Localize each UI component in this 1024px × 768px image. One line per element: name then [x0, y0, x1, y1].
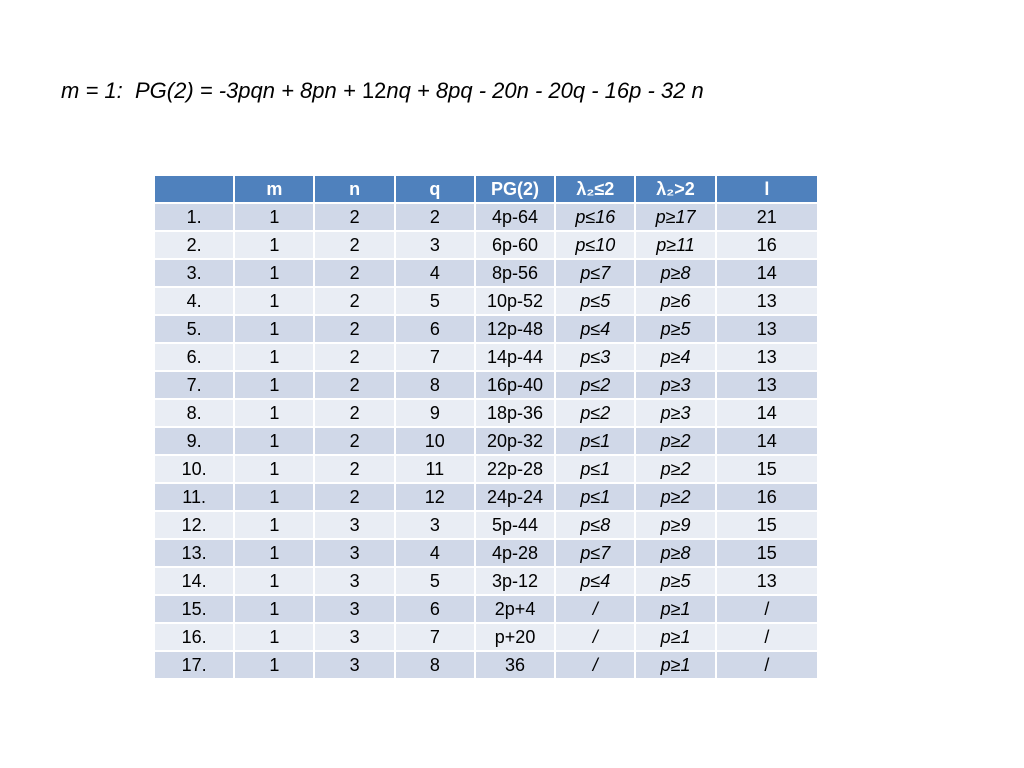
lambda-gt2-cell: p≥6 [635, 287, 715, 315]
pg2-cell: 6p-60 [475, 231, 555, 259]
m-cell: 1 [234, 343, 314, 371]
lambda-gt2-cell: p≥5 [635, 567, 715, 595]
m-cell: 1 [234, 567, 314, 595]
row-index: 15. [154, 595, 234, 623]
pg2-cell: 4p-64 [475, 203, 555, 231]
header-cell-n: n [314, 175, 394, 203]
q-cell: 6 [395, 595, 475, 623]
l-cell: 13 [716, 315, 818, 343]
m-cell: 1 [234, 455, 314, 483]
m-cell: 1 [234, 483, 314, 511]
lambda-gt2-cell: p≥8 [635, 539, 715, 567]
table-row [154, 623, 818, 651]
table-row [154, 455, 818, 483]
pg2-cell: 36 [475, 651, 555, 679]
l-cell: 15 [716, 539, 818, 567]
l-cell: 14 [716, 427, 818, 455]
header-cell-lambda-le2: λ₂≤2 [555, 175, 635, 203]
q-cell: 7 [395, 623, 475, 651]
n-cell: 3 [314, 595, 394, 623]
m-cell: 1 [234, 427, 314, 455]
row-index: 11. [154, 483, 234, 511]
lambda-gt2-cell: p≥1 [635, 623, 715, 651]
lambda-le2-cell: p≤7 [555, 259, 635, 287]
row-index: 9. [154, 427, 234, 455]
row-index: 7. [154, 371, 234, 399]
pg2-cell: 10p-52 [475, 287, 555, 315]
l-cell: 13 [716, 287, 818, 315]
lambda-le2-cell: p≤7 [555, 539, 635, 567]
table-row [154, 343, 818, 371]
table-row [154, 567, 818, 595]
lambda-le2-cell: p≤16 [555, 203, 635, 231]
n-cell: 2 [314, 371, 394, 399]
row-index: 14. [154, 567, 234, 595]
row-index: 10. [154, 455, 234, 483]
lambda-gt2-cell: p≥1 [635, 595, 715, 623]
lambda-gt2-cell: p≥3 [635, 399, 715, 427]
pg2-cell: 2p+4 [475, 595, 555, 623]
l-cell: 21 [716, 203, 818, 231]
l-cell: 16 [716, 483, 818, 511]
l-cell: 14 [716, 259, 818, 287]
lambda-le2-cell: / [555, 595, 635, 623]
q-cell: 10 [395, 427, 475, 455]
table-row [154, 371, 818, 399]
row-index: 17. [154, 651, 234, 679]
header-row [154, 175, 818, 203]
n-cell: 3 [314, 539, 394, 567]
n-cell: 2 [314, 315, 394, 343]
m-cell: 1 [234, 203, 314, 231]
n-cell: 3 [314, 567, 394, 595]
lambda-gt2-cell: p≥3 [635, 371, 715, 399]
pg2-cell: 14p-44 [475, 343, 555, 371]
q-cell: 8 [395, 651, 475, 679]
l-cell: / [716, 595, 818, 623]
lambda-le2-cell: p≤2 [555, 371, 635, 399]
q-cell: 2 [395, 203, 475, 231]
n-cell: 2 [314, 427, 394, 455]
lambda-le2-cell: p≤1 [555, 427, 635, 455]
table-row [154, 651, 818, 679]
table-row [154, 595, 818, 623]
n-cell: 2 [314, 259, 394, 287]
n-cell: 2 [314, 203, 394, 231]
n-cell: 2 [314, 231, 394, 259]
n-cell: 2 [314, 455, 394, 483]
lambda-le2-cell: p≤1 [555, 455, 635, 483]
lambda-gt2-cell: p≥5 [635, 315, 715, 343]
lambda-le2-cell: p≤10 [555, 231, 635, 259]
row-index: 3. [154, 259, 234, 287]
lambda-le2-cell: p≤1 [555, 483, 635, 511]
lambda-gt2-cell: p≥2 [635, 455, 715, 483]
pg2-cell: p+20 [475, 623, 555, 651]
lambda-le2-cell: p≤4 [555, 567, 635, 595]
row-index: 2. [154, 231, 234, 259]
lambda-gt2-cell: p≥9 [635, 511, 715, 539]
row-index: 4. [154, 287, 234, 315]
title-suffix: nq + 8pq - 20n - 20q - 16p - 32 n [386, 78, 704, 103]
slide-title [61, 74, 704, 108]
pg2-cell: 24p-24 [475, 483, 555, 511]
l-cell: 13 [716, 567, 818, 595]
table-row [154, 315, 818, 343]
l-cell: 13 [716, 343, 818, 371]
lambda-le2-cell: p≤4 [555, 315, 635, 343]
q-cell: 3 [395, 511, 475, 539]
pg2-cell: 22p-28 [475, 455, 555, 483]
m-cell: 1 [234, 371, 314, 399]
lambda-gt2-cell: p≥1 [635, 651, 715, 679]
q-cell: 9 [395, 399, 475, 427]
m-cell: 1 [234, 259, 314, 287]
table-row [154, 427, 818, 455]
table-row [154, 511, 818, 539]
q-cell: 5 [395, 287, 475, 315]
n-cell: 2 [314, 343, 394, 371]
l-cell: 15 [716, 455, 818, 483]
q-cell: 4 [395, 539, 475, 567]
l-cell: 16 [716, 231, 818, 259]
n-cell: 2 [314, 483, 394, 511]
title-prefix: m = 1: PG(2) = -3pqn + 8pn + [61, 78, 362, 103]
n-cell: 3 [314, 651, 394, 679]
pg2-cell: 16p-40 [475, 371, 555, 399]
n-cell: 2 [314, 287, 394, 315]
lambda-gt2-cell: p≥8 [635, 259, 715, 287]
header-cell-lambda-gt2: λ₂>2 [635, 175, 715, 203]
header-cell-l: l [716, 175, 818, 203]
m-cell: 1 [234, 399, 314, 427]
header-cell-index [154, 175, 234, 203]
m-cell: 1 [234, 287, 314, 315]
pg2-cell: 12p-48 [475, 315, 555, 343]
lambda-le2-cell: p≤3 [555, 343, 635, 371]
table-row [154, 259, 818, 287]
row-index: 1. [154, 203, 234, 231]
n-cell: 3 [314, 623, 394, 651]
lambda-le2-cell: p≤2 [555, 399, 635, 427]
lambda-gt2-cell: p≥17 [635, 203, 715, 231]
header-cell-pg2: PG(2) [475, 175, 555, 203]
n-cell: 2 [314, 399, 394, 427]
pg2-cell: 18p-36 [475, 399, 555, 427]
lambda-gt2-cell: p≥11 [635, 231, 715, 259]
pg2-cell: 8p-56 [475, 259, 555, 287]
m-cell: 1 [234, 623, 314, 651]
row-index: 5. [154, 315, 234, 343]
lambda-gt2-cell: p≥4 [635, 343, 715, 371]
q-cell: 5 [395, 567, 475, 595]
m-cell: 1 [234, 511, 314, 539]
row-index: 12. [154, 511, 234, 539]
table-row [154, 231, 818, 259]
lambda-le2-cell: / [555, 623, 635, 651]
pg2-cell: 20p-32 [475, 427, 555, 455]
lambda-le2-cell: p≤5 [555, 287, 635, 315]
q-cell: 6 [395, 315, 475, 343]
lambda-gt2-cell: p≥2 [635, 483, 715, 511]
row-index: 13. [154, 539, 234, 567]
row-index: 8. [154, 399, 234, 427]
l-cell: / [716, 623, 818, 651]
l-cell: 15 [716, 511, 818, 539]
m-cell: 1 [234, 595, 314, 623]
row-index: 6. [154, 343, 234, 371]
m-cell: 1 [234, 651, 314, 679]
m-cell: 1 [234, 315, 314, 343]
m-cell: 1 [234, 539, 314, 567]
table-row [154, 203, 818, 231]
table-row [154, 539, 818, 567]
lambda-le2-cell: p≤8 [555, 511, 635, 539]
table-row [154, 287, 818, 315]
q-cell: 12 [395, 483, 475, 511]
pg2-cell: 4p-28 [475, 539, 555, 567]
title-upright: 12 [361, 78, 387, 103]
row-index: 16. [154, 623, 234, 651]
q-cell: 4 [395, 259, 475, 287]
pg-table [153, 174, 819, 680]
q-cell: 8 [395, 371, 475, 399]
lambda-gt2-cell: p≥2 [635, 427, 715, 455]
n-cell: 3 [314, 511, 394, 539]
lambda-le2-cell: / [555, 651, 635, 679]
table-row [154, 483, 818, 511]
q-cell: 7 [395, 343, 475, 371]
table-body [154, 203, 818, 679]
l-cell: / [716, 651, 818, 679]
header-cell-q: q [395, 175, 475, 203]
l-cell: 14 [716, 399, 818, 427]
q-cell: 11 [395, 455, 475, 483]
l-cell: 13 [716, 371, 818, 399]
m-cell: 1 [234, 231, 314, 259]
table-row [154, 399, 818, 427]
q-cell: 3 [395, 231, 475, 259]
pg2-cell: 3p-12 [475, 567, 555, 595]
pg2-cell: 5p-44 [475, 511, 555, 539]
header-cell-m: m [234, 175, 314, 203]
